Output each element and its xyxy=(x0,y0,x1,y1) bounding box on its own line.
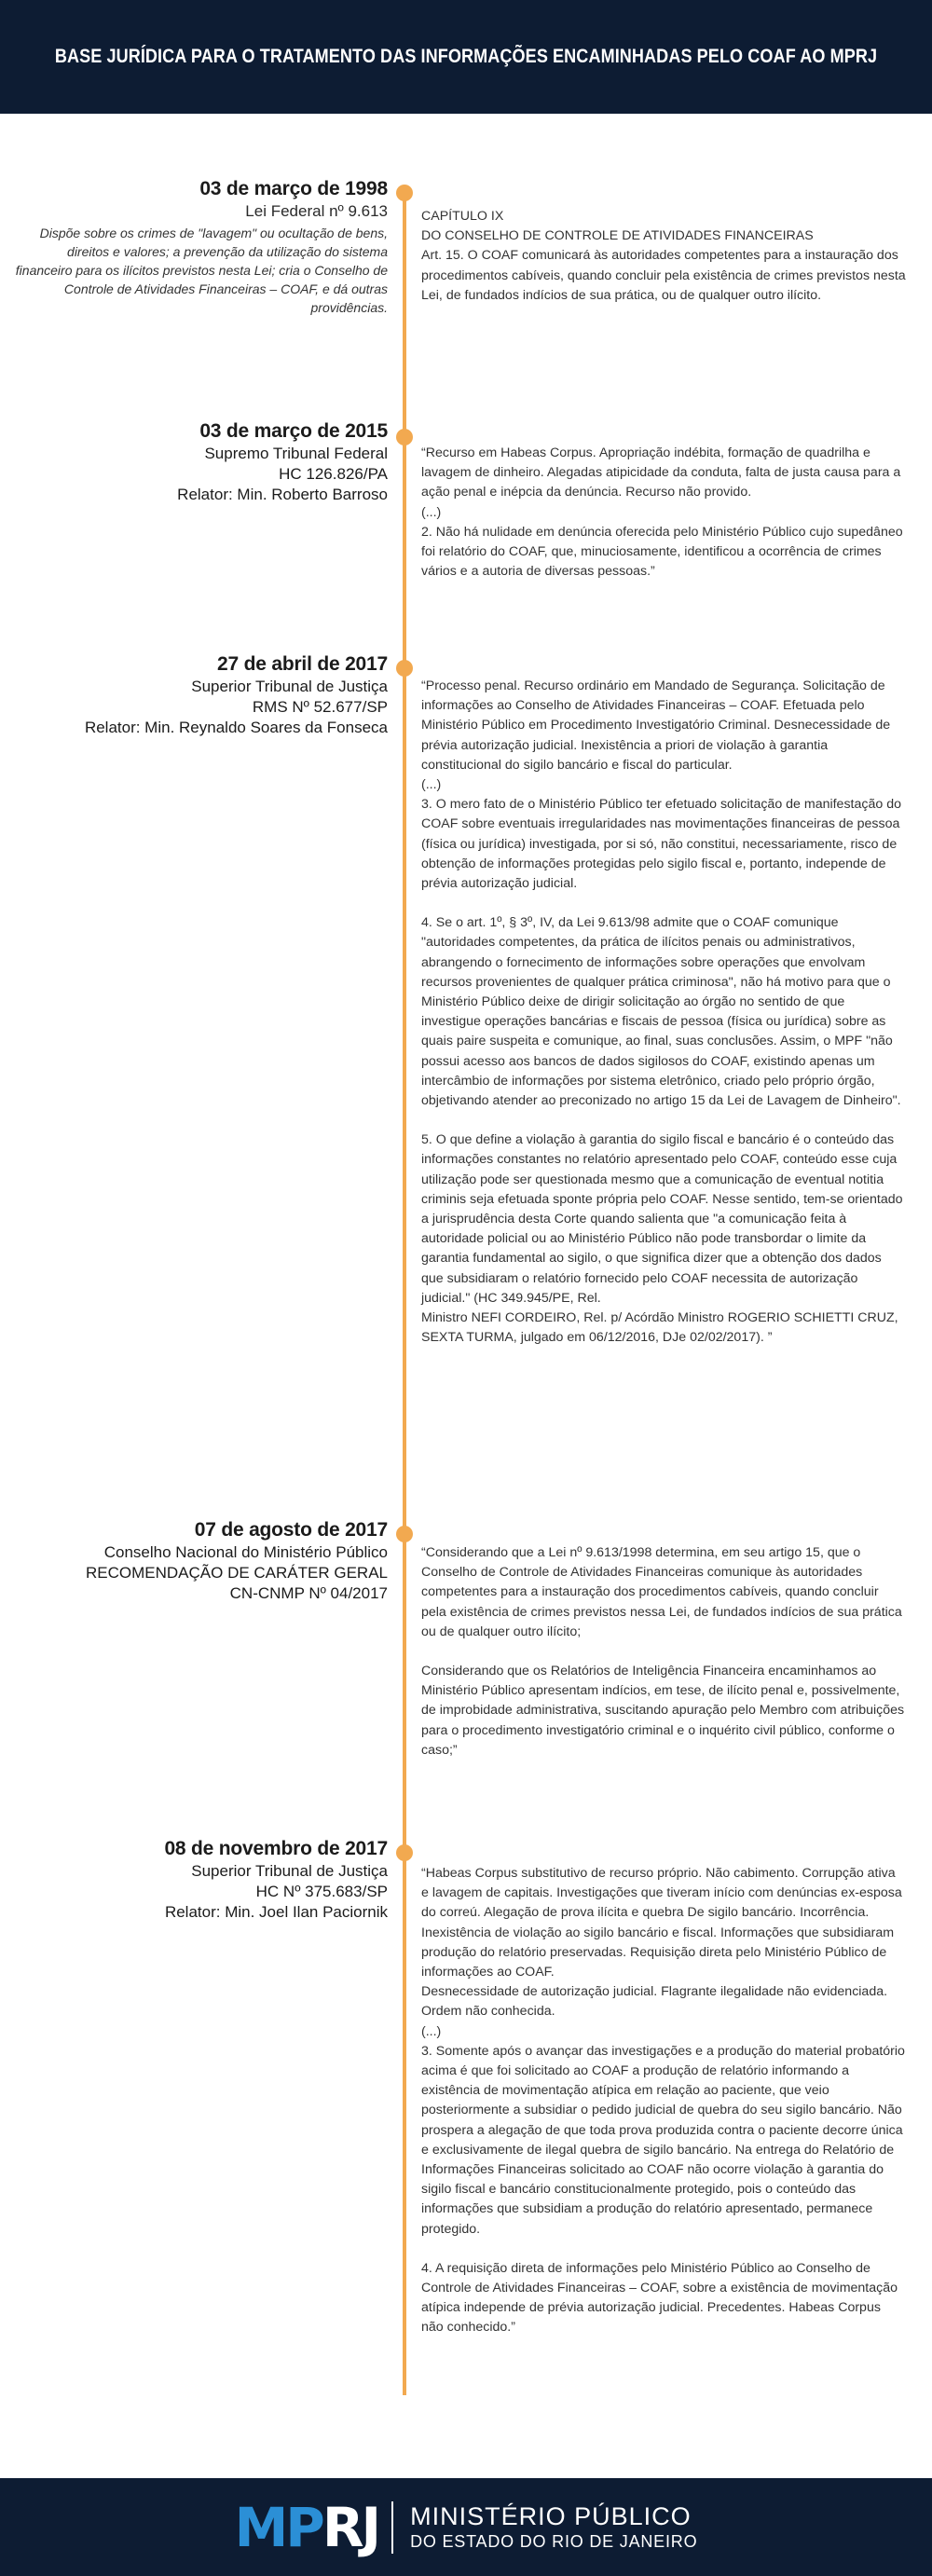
mprj-logo-mark xyxy=(234,2495,379,2559)
logo-line-2: DO ESTADO DO RIO DE JANEIRO xyxy=(410,2531,698,2551)
entry-text-3 xyxy=(421,677,906,1349)
entry-rapporteur: Relator: Min. Reynaldo Soares da Fonseca xyxy=(84,719,388,736)
timeline-dot xyxy=(396,429,413,445)
entry-date: 03 de março de 2015 xyxy=(199,420,388,442)
entry-meta-5 xyxy=(13,1837,388,1923)
entry-court: Superior Tribunal de Justiça xyxy=(191,1862,388,1880)
entry-rapporteur: Relator: Min. Joel Ilan Paciornik xyxy=(164,1903,388,1921)
entry-description: Dispõe sobre os crimes de "lavagem" ou ocultação de bens, direitos e valores; a prevenção da utilização do sistema financeiro para os ilícitos previstos nesta Lei; cria o Conselho de Controle de Atividades Financeiras – COAF, e dá outras providências. xyxy=(15,226,388,315)
logo-text xyxy=(410,2502,697,2553)
entry-paragraph: 4. Se o art. 1º, § 3º, IV, da Lei 9.613/98 admite que o COAF comunique "autoridades competentes, da prática de ilícitos penais ou administrativos, abrangendo o fornecimento de informações sobre operações que envolvam recursos provenientes de qualquer prática criminosa", não há motivo para que o Ministério Público deixe de dirigir solicitação ao órgão no sentido de que investigue operações bancárias e fiscais de pessoa (física ou jurídica) sobre as quais paire suspeita e comunique, ao final, suas conclusões. Assim, o MPF "não possui acesso aos bancos de dados sigilosos do COAF, existindo apenas um intercâmbio de informações por sistema eletrônico, criado pelo próprio órgão, objetivando atender ao preconizado no artigo 15 da Lei de Lavagem de Dinheiro". xyxy=(421,915,901,1109)
entry-meta-2 xyxy=(13,419,388,505)
entry-meta-1 xyxy=(13,177,388,317)
page-footer xyxy=(0,2478,932,2576)
entry-law: Lei Federal nº 9.613 xyxy=(245,202,388,220)
entry-rapporteur: CN-CNMP Nº 04/2017 xyxy=(229,1584,388,1602)
timeline-dot xyxy=(396,1844,413,1861)
entry-paragraph: Considerando que os Relatórios de Inteligência Financeira encaminhamos ao Ministério Público apresentam indícios, em tese, de ilícito penal e, possivelmente, de improbidade administrativa, suscitando apuração pelo Membro com atribuições para o procedimento investigatório criminal e o inquérito civil público, conforme o caso;” xyxy=(421,1664,905,1758)
logo-line-1: MINISTÉRIO PÚBLICO xyxy=(410,2501,692,2530)
entry-paragraph: CAPÍTULO IX DO CONSELHO DE CONTROLE DE ATIVIDADES FINANCEIRAS Art. 15. O COAF comunicará às autoridades competentes para a instauração dos procedimentos cabíveis, quando concluir pela existência de crimes previstos nesta Lei, de fundados indícios de sua prática, ou de qualquer outro ilícito. xyxy=(421,209,906,303)
page-title: BASE JURÍDICA PARA O TRATAMENTO DAS INFORMAÇÕES ENCAMINHADAS PELO COAF AO MPRJ xyxy=(54,46,878,67)
entry-paragraph: “Habeas Corpus substitutivo de recurso próprio. Não cabimento. Corrupção ativa e lavagem de capitais. Investigações que tiveram início com denúncias ex-esposa do correú. Alegação de prova ilícita e quebra De sigilo bancário. Incorrência. Inexistência de violação ao sigilo bancário e fiscal. Informações que subsidiaram produção do relatório preservadas. Requisição direta pelo Ministério Público de informações ao COAF. Desnecessidade de autorização judicial. Flagrante ilegalidade não evidenciada. Ordem não conhecida. (...) 3. Somente após o avançar das investigações e a produção do material probatório acima é que foi solicitado ao COAF a produção de relatório informando a existência de movimentação atípica em relação ao paciente, que veio posteriormente a subsidiar o pedido judicial de quebra do seu sigilo bancário. Não prospera a alegação de que toda prova produzida contra o paciente decorre única e exclusivamente de ilegal quebra de sigilo bancário. Na entrega do Relatório de Informações Financeiras solicitado ao COAF não ocorre violação à garantia do sigilo fiscal e bancário constitucionalmente protegido, pois o conteúdo das informações que subsidiam a produção do relatório apresentado, permanece protegido. xyxy=(421,1866,905,2237)
timeline-dot xyxy=(396,1526,413,1542)
page-header xyxy=(0,0,932,114)
logo-mp: MP xyxy=(234,2495,322,2559)
entry-case: RECOMENDAÇÃO DE CARÁTER GERAL xyxy=(86,1564,388,1582)
entry-date: 27 de abril de 2017 xyxy=(217,653,388,675)
entry-text-4 xyxy=(421,1543,906,1761)
mprj-logo xyxy=(234,2495,698,2559)
entry-case: HC 126.826/PA xyxy=(279,465,388,483)
entry-paragraph: “Considerando que a Lei nº 9.613/1998 determina, em seu artigo 15, que o Conselho de Controle de Atividades Financeiras comunique às autoridades competentes para a instauração dos procedimentos cabíveis, quando concluir pela existência de crimes previstos nessa Lei, de fundados indícios de sua prática ou de qualquer outro ilícito; xyxy=(421,1545,902,1639)
entry-text-2 xyxy=(421,444,906,582)
entry-meta-3 xyxy=(13,652,388,738)
entry-paragraph: “Recurso em Habeas Corpus. Apropriação indébita, formação de quadrilha e lavagem de dinheiro. Alegadas atipicidade da conduta, falta de justa causa para a ação penal e inépcia da denúncia. Recurso não provido. (...) 2. Não há nulidade em denúncia oferecida pelo Ministério Público cujo supedâneo foi relatório do COAF, que, minuciosamente, identificou a ocorrência de crimes vários e a autoria de diversas pessoas.” xyxy=(421,445,903,580)
entry-paragraph: 5. O que define a violação à garantia do sigilo fiscal e bancário é o conteúdo das informações constantes no relatório apresentado pelo COAF, conteúdo esse cuja utilização pode ser questionada mesmo que a comunicação de eventual notitia criminis seja efetuada sponte própria pelo COAF. Nesse sentido, tem-se orientado a jurisprudência desta Corte quando salienta que "a comunicação feita à autoridade policial ou ao Ministério Público não pode transbordar o limite da garantia fundamental ao sigilo, o que significa dizer que a obtenção dos dados que subsidiaram o relatório fornecido pelo COAF necessita de autorização judicial." (HC 349.945/PE, Rel. Ministro NEFI CORDEIRO, Rel. p/ Acórdão Ministro ROGERIO SCHIETTI CRUZ, SEXTA TURMA, julgado em 06/12/2016, DJe 02/02/2017). ” xyxy=(421,1132,903,1346)
entry-court: Conselho Nacional do Ministério Público xyxy=(103,1543,388,1561)
logo-rj: RJ xyxy=(322,2495,379,2559)
entry-meta-4 xyxy=(13,1518,388,1604)
entry-case: HC Nº 375.683/SP xyxy=(255,1883,388,1900)
entry-date: 03 de março de 1998 xyxy=(199,178,388,199)
entry-text-5 xyxy=(421,1864,906,2338)
entry-paragraph: “Processo penal. Recurso ordinário em Mandado de Segurança. Solicitação de informações ao Conselho de Atividades Financeiras – COAF. Efetuada pelo Ministério Público em Procedimento Investigatório Criminal. Desnecessidade de prévia autorização judicial. Inexistência a priori de violação à garantia constitucional do sigilo bancário e fiscal do particular. (...) 3. O mero fato de o Ministério Público ter efetuado solicitação de manifestação do COAF sobre eventuais irregularidades nas movimentações financeiras de pessoa (física ou jurídica) investigada, por si só, não constitui, necessariamente, risco de obtenção de informações protegidas pelo sigilo fiscal e, portanto, independe de prévia autorização judicial. xyxy=(421,678,901,892)
logo-divider xyxy=(391,2501,393,2554)
entry-paragraph: 4. A requisição direta de informações pelo Ministério Público ao Conselho de Controle de Atividades Financeiras – COAF, sobre a existência de movimentação atípica independe de prévia autorização judicial. Precedentes. Habeas Corpus não conhecido.” xyxy=(421,2260,898,2336)
entry-rapporteur: Relator: Min. Roberto Barroso xyxy=(177,486,388,503)
entry-text-1 xyxy=(421,207,906,306)
entry-case: RMS Nº 52.677/SP xyxy=(252,698,388,716)
timeline-dot xyxy=(396,660,413,677)
entry-date: 08 de novembro de 2017 xyxy=(164,1838,388,1859)
timeline-line xyxy=(403,186,406,2395)
entry-court: Superior Tribunal de Justiça xyxy=(191,678,388,695)
entry-date: 07 de agosto de 2017 xyxy=(194,1519,388,1541)
timeline-dot xyxy=(396,185,413,201)
entry-court: Supremo Tribunal Federal xyxy=(204,445,388,462)
